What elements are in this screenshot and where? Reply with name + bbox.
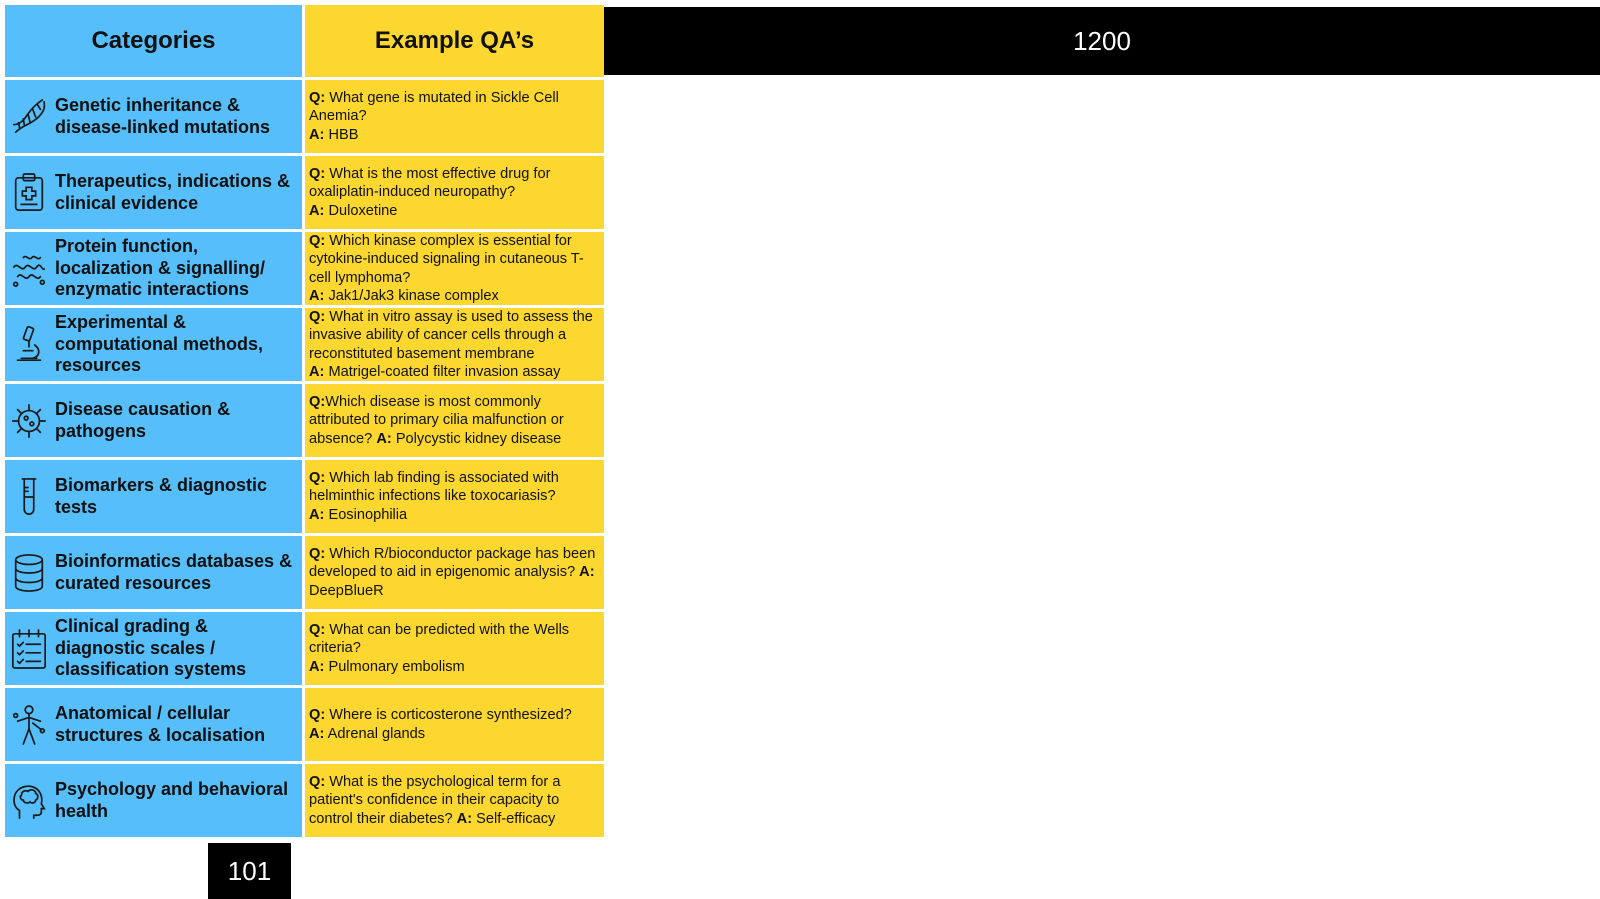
question-text: What in vitro assay is used to assess the invasive ability of cancer cells through a reconstituted basement membrane xyxy=(309,308,593,362)
width-label-banner: 1200 xyxy=(604,7,1600,75)
answer-text: Matrigel-coated filter invasion assay xyxy=(324,363,561,380)
test-tube-icon xyxy=(9,475,49,519)
answer-prefix: A: xyxy=(376,430,392,447)
example-qa-header: Example QA’s xyxy=(305,5,604,77)
qa-category-table xyxy=(5,5,603,837)
answer-prefix: A: xyxy=(309,287,325,304)
category-cell xyxy=(5,232,302,305)
answer-prefix: A: xyxy=(456,810,473,827)
question-text: Where is corticosterone synthesized? xyxy=(325,707,572,724)
clipboard-medical-icon xyxy=(9,171,49,215)
dna-icon xyxy=(9,95,49,139)
answer-prefix: A: xyxy=(309,126,325,143)
question-prefix: Q: xyxy=(309,546,326,563)
category-cell xyxy=(5,80,302,153)
example-qa-cell xyxy=(305,308,604,381)
question-text: Which lab finding is associated with helminthic infections like toxocariasis? xyxy=(309,470,559,505)
question-text: What can be predicted with the Wells criteria? xyxy=(309,622,570,657)
question-prefix: Q: xyxy=(309,774,326,791)
category-label: Protein function, localization & signalling/ enzymatic interactions xyxy=(55,236,266,300)
category-cell xyxy=(5,156,302,229)
question-prefix: Q: xyxy=(309,707,326,724)
example-qa-cell xyxy=(305,384,604,457)
database-icon xyxy=(9,551,49,595)
category-cell xyxy=(5,308,302,381)
answer-prefix: A: xyxy=(309,725,325,742)
answer-prefix: A: xyxy=(309,202,325,219)
protein-icon xyxy=(9,247,49,291)
head-brain-icon xyxy=(9,779,49,823)
question-prefix: Q: xyxy=(309,166,326,183)
category-cell xyxy=(5,688,302,761)
example-qa-cell xyxy=(305,612,604,685)
category-cell xyxy=(5,536,302,609)
question-text: What is the most effective drug for oxaliplatin-induced neuropathy? xyxy=(309,166,551,201)
answer-prefix: A: xyxy=(309,363,325,380)
answer-text: DeepBlueR xyxy=(309,582,384,599)
example-qa-cell xyxy=(305,764,604,837)
microscope-icon xyxy=(9,323,49,367)
question-text: What is the psychological term for a patient's confidence in their capacity to control their diabetes? xyxy=(309,774,561,827)
answer-prefix: A: xyxy=(309,658,325,675)
category-label: Biomarkers & diagnostic tests xyxy=(55,475,268,517)
question-prefix: Q: xyxy=(309,308,326,325)
example-qa-cell xyxy=(305,536,604,609)
question-text: Which R/bioconductor package has been developed to aid in epigenomic analysis? xyxy=(309,546,596,581)
answer-text: Polycystic kidney disease xyxy=(391,430,562,447)
answer-text: Duloxetine xyxy=(324,202,398,219)
category-cell xyxy=(5,384,302,457)
question-prefix: Q: xyxy=(309,232,326,249)
height-label-box: 101 xyxy=(208,843,291,899)
answer-text: Pulmonary embolism xyxy=(324,658,465,675)
answer-text: Adrenal glands xyxy=(324,725,426,742)
category-label: Anatomical / cellular structures & localisation xyxy=(55,703,266,745)
category-label: Psychology and behavioral health xyxy=(55,779,289,821)
anatomy-figure-icon xyxy=(9,703,49,747)
virus-icon xyxy=(9,399,49,443)
category-cell xyxy=(5,764,302,837)
answer-text: Eosinophilia xyxy=(324,506,408,523)
question-text: What gene is mutated in Sickle Cell Anemia? xyxy=(309,90,559,125)
answer-text: Self-efficacy xyxy=(472,810,556,827)
category-label: Therapeutics, indications & clinical evidence xyxy=(55,171,291,213)
category-label: Disease causation & pathogens xyxy=(55,399,231,441)
question-prefix: Q: xyxy=(309,470,326,487)
question-prefix: Q: xyxy=(309,622,326,639)
category-label: Genetic inheritance & disease-linked mutations xyxy=(55,95,271,137)
question-prefix: Q: xyxy=(309,90,326,107)
categories-header: Categories xyxy=(5,5,302,77)
question-text: Which disease is most commonly attributed to primary cilia malfunction or absence? xyxy=(309,394,564,447)
category-cell xyxy=(5,612,302,685)
question-prefix: Q: xyxy=(309,394,326,411)
checklist-icon xyxy=(9,627,49,671)
example-qa-cell xyxy=(305,232,604,305)
category-label: Bioinformatics databases & curated resources xyxy=(55,551,293,593)
category-label: Experimental & computational methods, resources xyxy=(55,312,264,376)
answer-prefix: A: xyxy=(579,564,595,581)
example-qa-cell xyxy=(305,80,604,153)
example-qa-cell xyxy=(305,688,604,761)
question-text: Which kinase complex is essential for cytokine-induced signaling in cutaneous T-cell lymphoma? xyxy=(309,232,584,286)
category-cell xyxy=(5,460,302,533)
category-label: Clinical grading & diagnostic scales / classification systems xyxy=(55,616,247,680)
example-qa-cell xyxy=(305,460,604,533)
answer-prefix: A: xyxy=(309,506,325,523)
example-qa-cell xyxy=(305,156,604,229)
answer-text: HBB xyxy=(324,126,359,143)
answer-text: Jak1/Jak3 kinase complex xyxy=(324,287,499,304)
